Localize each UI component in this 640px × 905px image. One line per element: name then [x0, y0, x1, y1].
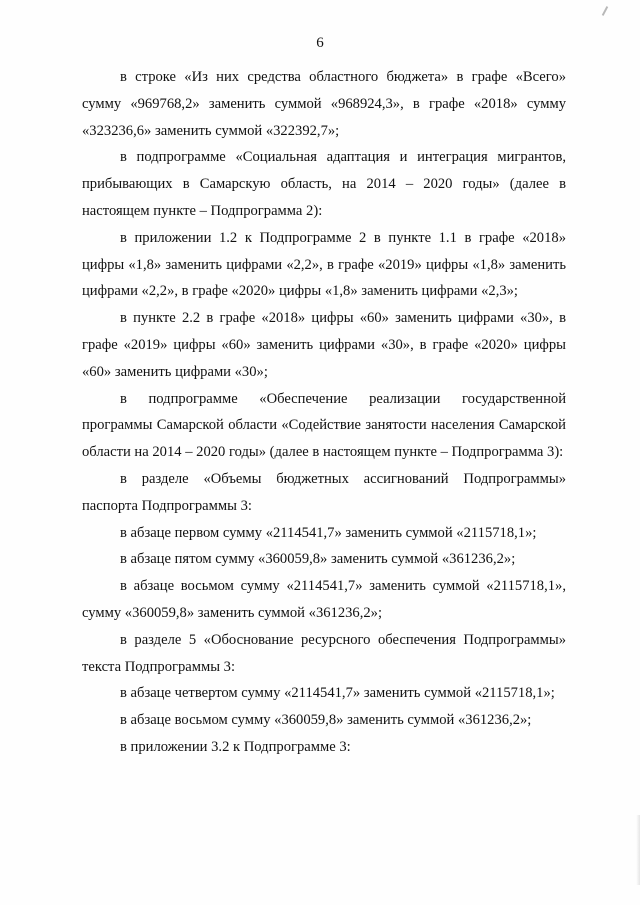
- paragraph-appendix-1-2-figures: в приложении 1.2 к Подпрограмме 2 в пункте 1.1 в графе «2018» цифры «1,8» заменить цифрами «2,2», в графе «2019» цифры «1,8» заменить цифрами «2,2», в графе «2020» цифры «1,8» заменить цифрами «2,3»;: [82, 229, 566, 300]
- paragraph-subprogram-3-heading: в подпрограмме «Обеспечение реализации государственной программы Самарской области «Содействие занятости населения Самарской области на 2014 – 2020 годы» (далее в настоящем пункте – Подпрограмма 3):: [82, 390, 566, 461]
- paragraph-subprogram-2-heading: в подпрограмме «Социальная адаптация и интеграция мигрантов, прибывающих в Самарскую область, на 2014 – 2020 годы» (далее в настоящем пункте – Подпрограмма 2):: [82, 149, 566, 219]
- paragraph-fifth-clause: в абзаце пятом сумму «360059,8» заменить суммой «361236,2»;: [120, 551, 516, 568]
- scan-artifact-mark: [602, 6, 608, 16]
- paragraph-item-2-2-figures: в пункте 2.2 в графе «2018» цифры «60» заменить цифрами «30», в графе «2019» цифры «60» заменить цифрами «30», в графе «2020» цифры «60» заменить цифрами «30»;: [82, 310, 566, 380]
- paragraph-eighth-clause: в абзаце восьмом сумму «2114541,7» заменить суммой «2115718,1», сумму «360059,8» заменить суммой «361236,2»;: [82, 578, 566, 621]
- paragraph-eighth-clause-text: в абзаце восьмом сумму «360059,8» заменить суммой «361236,2»;: [120, 712, 532, 729]
- page-number: 6: [316, 35, 324, 51]
- paragraph-section-5: в разделе 5 «Обоснование ресурсного обеспечения Подпрограммы» текста Подпрограммы 3:: [82, 631, 566, 675]
- scan-artifact-edge: [636, 815, 640, 885]
- paragraph-appendix-3-2: в приложении 3.2 к Подпрограмме 3:: [120, 738, 351, 755]
- paragraph-first-clause: в абзаце первом сумму «2114541,7» заменить суммой «2115718,1»;: [120, 524, 537, 541]
- paragraph-passport-section: в разделе «Объемы бюджетных ассигнований Подпрограммы» паспорта Подпрограммы 3:: [82, 470, 566, 514]
- paragraph-regional-budget-amounts: в строке «Из них средства областного бюджета» в графе «Всего» сумму «969768,2» заменить суммой «968924,3», в графе «2018» сумму «323236,6» заменить суммой «322392,7»;: [82, 69, 566, 139]
- paragraph-fourth-clause: в абзаце четвертом сумму «2114541,7» заменить суммой «2115718,1»;: [120, 685, 555, 702]
- document-body: [82, 64, 566, 761]
